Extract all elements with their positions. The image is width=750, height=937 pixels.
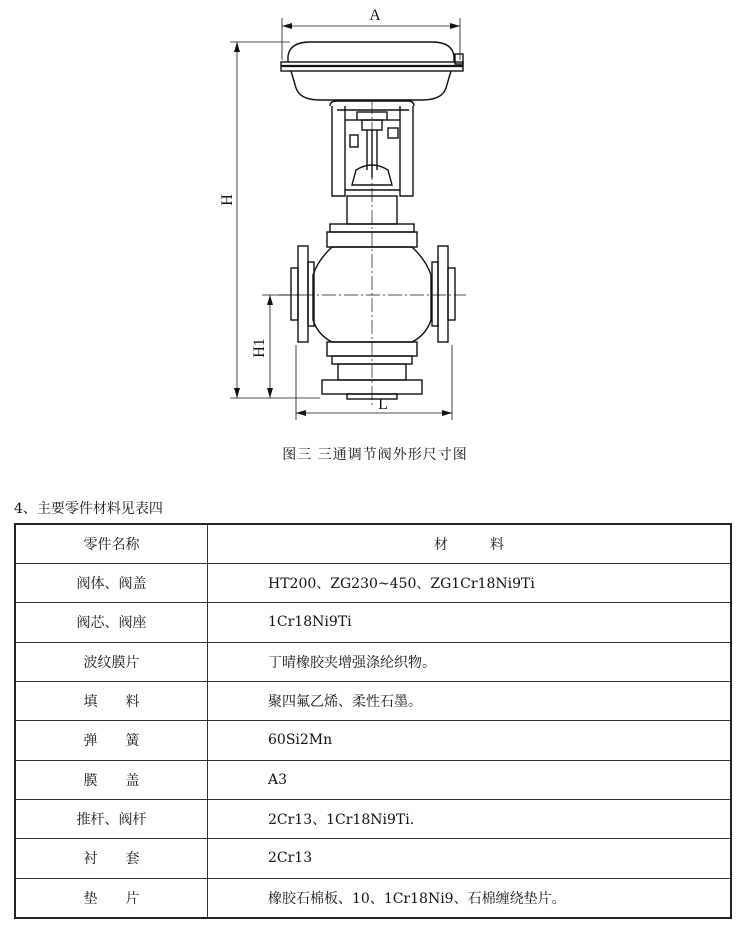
- material-cell: 丁晴橡胶夹增强涤纶织物。: [208, 642, 732, 681]
- material-cell: 2Cr13、1Cr18Ni9Ti.: [208, 799, 732, 838]
- part-name-cell: 波纹膜片: [15, 642, 208, 681]
- material-cell: 聚四氟乙烯、柔性石墨。: [208, 681, 732, 720]
- part-name-cell: 推杆、阀杆: [15, 799, 208, 838]
- table-row: [15, 564, 731, 603]
- dimension-label-h1: H1: [251, 338, 268, 358]
- figure-caption: 图三 三通调节阀外形尺寸图: [282, 447, 468, 463]
- table-row: [15, 878, 731, 918]
- table-row: [15, 603, 731, 642]
- header-material: 材 料: [208, 524, 732, 564]
- part-name-cell: 衬 套: [15, 839, 208, 878]
- part-name-cell: 填 料: [15, 681, 208, 720]
- part-name-cell: 膜 盖: [15, 760, 208, 799]
- header-part-name: 零件名称: [15, 524, 208, 564]
- part-name-cell: 垫 片: [15, 878, 208, 918]
- table-row: [15, 642, 731, 681]
- table-row: [15, 839, 731, 878]
- dimension-label-l: L: [378, 396, 388, 413]
- section-title: 4、主要零件材料见表四: [14, 501, 163, 517]
- material-cell: 2Cr13: [208, 839, 732, 878]
- material-cell: 橡胶石棉板、10、1Cr18Ni9、石棉缠绕垫片。: [208, 878, 732, 918]
- valve-outline-drawing: [0, 0, 750, 430]
- part-name-cell: 阀体、阀盖: [15, 564, 208, 603]
- material-cell: 60Si2Mn: [208, 721, 732, 760]
- table-row: [15, 760, 731, 799]
- part-name-cell: 阀芯、阀座: [15, 603, 208, 642]
- material-cell: A3: [208, 760, 732, 799]
- material-cell: HT200、ZG230~450、ZG1Cr18Ni9Ti: [208, 564, 732, 603]
- dimension-label-h: H: [219, 194, 236, 206]
- material-cell: 1Cr18Ni9Ti: [208, 603, 732, 642]
- table-row: [15, 799, 731, 838]
- part-name-cell: 弹 簧: [15, 721, 208, 760]
- dimension-label-a: A: [369, 7, 381, 24]
- materials-table: [14, 523, 732, 919]
- table-row: [15, 721, 731, 760]
- table-header-row: [15, 524, 731, 564]
- table-row: [15, 681, 731, 720]
